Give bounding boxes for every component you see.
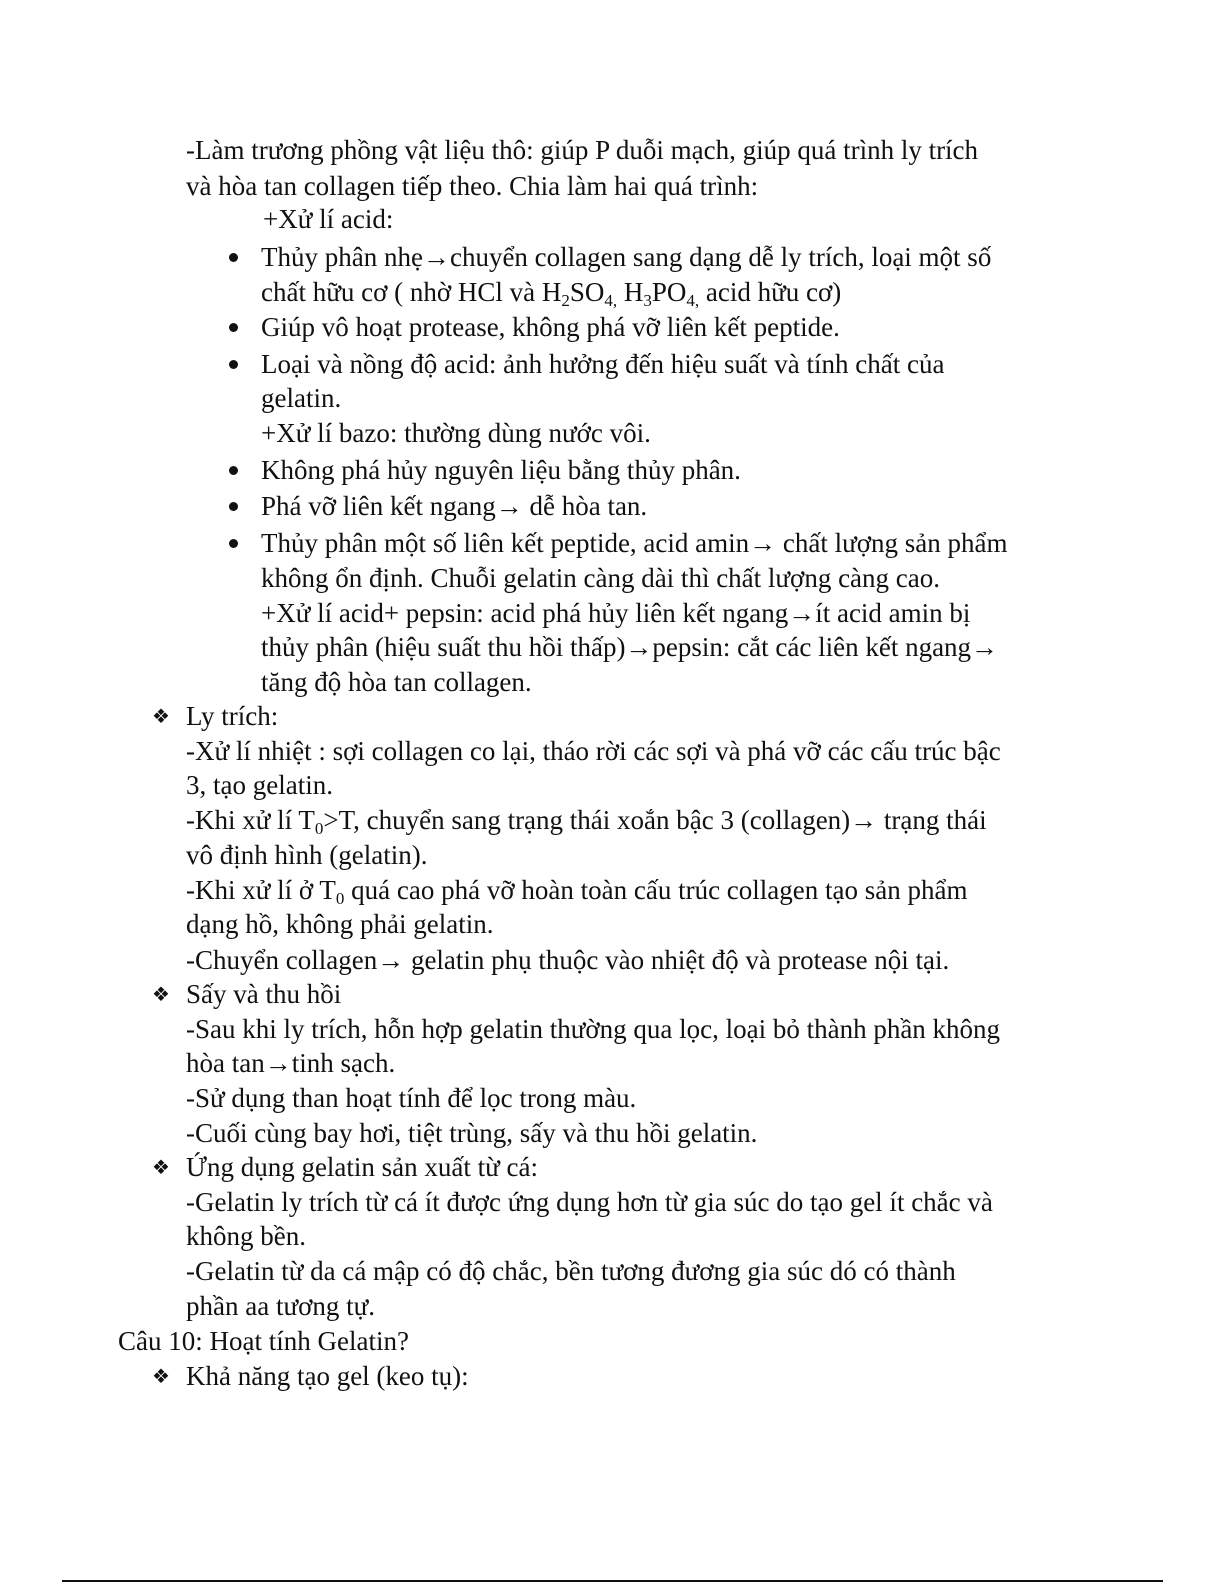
- text-line: -Sau khi ly trích, hỗn hợp gelatin thường qua lọc, loại bỏ thành phần không: [186, 1014, 1001, 1044]
- bullet-text: Phá vỡ liên kết ngang→ dễ hòa tan.: [261, 491, 648, 521]
- bullet-text: gelatin.: [261, 383, 342, 413]
- text-line: -Gelatin từ da cá mập có độ chắc, bền tương đương gia súc dó có thành: [186, 1256, 956, 1286]
- bullet-dot-icon: [229, 253, 238, 262]
- text-line: +Xử lí bazo: thường dùng nước vôi.: [261, 418, 651, 448]
- question-heading: Câu 10: Hoạt tính Gelatin?: [118, 1326, 409, 1356]
- bullet-text: không ổn định. Chuỗi gelatin càng dài thì chất lượng càng cao.: [261, 563, 941, 593]
- text-line: thủy phân (hiệu suất thu hồi thấp)→pepsin: cắt các liên kết ngang→: [261, 632, 999, 662]
- text-line: không bền.: [186, 1221, 306, 1251]
- text-line: +Xử lí acid+ pepsin: acid phá hủy liên kết ngang→ít acid amin bị: [261, 598, 971, 628]
- text-line: dạng hồ, không phải gelatin.: [186, 909, 494, 939]
- section-heading: Sấy và thu hồi: [186, 979, 342, 1009]
- diamond-bullet-icon: ❖: [152, 982, 170, 1006]
- text-line: hòa tan→tinh sạch.: [186, 1048, 396, 1078]
- bullet-text: Thủy phân một số liên kết peptide, acid amin→ chất lượng sản phẩm: [261, 528, 1008, 558]
- bullet-text: Thủy phân nhẹ→chuyển collagen sang dạng dễ ly trích, loại một số: [261, 242, 992, 272]
- section-heading: Ứng dụng gelatin sản xuất từ cá:: [186, 1152, 539, 1182]
- bullet-dot-icon: [229, 360, 238, 369]
- bullet-text: Không phá hủy nguyên liệu bằng thủy phân.: [261, 455, 741, 485]
- text-line: phần aa tương tự.: [186, 1291, 375, 1321]
- text-line: tăng độ hòa tan collagen.: [261, 667, 532, 697]
- bullet-dot-icon: [229, 502, 238, 511]
- section-heading: Khả năng tạo gel (keo tụ):: [186, 1361, 469, 1391]
- text-line: và hòa tan collagen tiếp theo. Chia làm hai quá trình:: [186, 171, 759, 201]
- text-line: -Khi xử lí ở $T_0$ quá cao phá vỡ hoàn toàn cấu trúc collagen tạo sản phẩm: [186, 875, 968, 908]
- text-line: 3, tạo gelatin.: [186, 770, 333, 800]
- diamond-bullet-icon: ❖: [152, 1364, 170, 1388]
- text-line: -Gelatin ly trích từ cá ít được ứng dụng hơn từ gia súc do tạo gel ít chắc và: [186, 1187, 993, 1217]
- bullet-text: Loại và nồng độ acid: ảnh hưởng đến hiệu suất và tính chất của: [261, 349, 945, 379]
- bullet-text: Giúp vô hoạt protease, không phá vỡ liên kết peptide.: [261, 312, 840, 342]
- text-line: -Xử lí nhiệt : sợi collagen co lại, tháo rời các sợi và phá vỡ các cấu trúc bậc: [186, 736, 1001, 766]
- bullet-dot-icon: [229, 466, 238, 475]
- bullet-text: chất hữu cơ ( nhờ HCl và $H_2SO_{4,}$ $H_3PO_{4,}$ acid hữu cơ): [261, 277, 842, 310]
- text-line: -Sử dụng than hoạt tính để lọc trong màu.: [186, 1083, 637, 1113]
- bullet-dot-icon: [229, 323, 238, 332]
- bullet-dot-icon: [229, 539, 238, 548]
- text-line: -Khi xử lí $T_0>T$, chuyển sang trạng thái xoắn bậc 3 (collagen)→ trạng thái: [186, 805, 987, 838]
- text-line: +Xử lí acid:: [263, 204, 394, 234]
- diamond-bullet-icon: ❖: [152, 1155, 170, 1179]
- text-line: -Chuyển collagen→ gelatin phụ thuộc vào nhiệt độ và protease nội tại.: [186, 945, 950, 975]
- text-line: -Làm trương phồng vật liệu thô: giúp P duỗi mạch, giúp quá trình ly trích: [186, 135, 979, 165]
- diamond-bullet-icon: ❖: [152, 704, 170, 728]
- text-line: vô định hình (gelatin).: [186, 840, 428, 870]
- page-bottom-rule: [62, 1580, 1163, 1582]
- text-line: -Cuối cùng bay hơi, tiệt trùng, sấy và thu hồi gelatin.: [186, 1118, 758, 1148]
- section-heading: Ly trích:: [186, 701, 279, 731]
